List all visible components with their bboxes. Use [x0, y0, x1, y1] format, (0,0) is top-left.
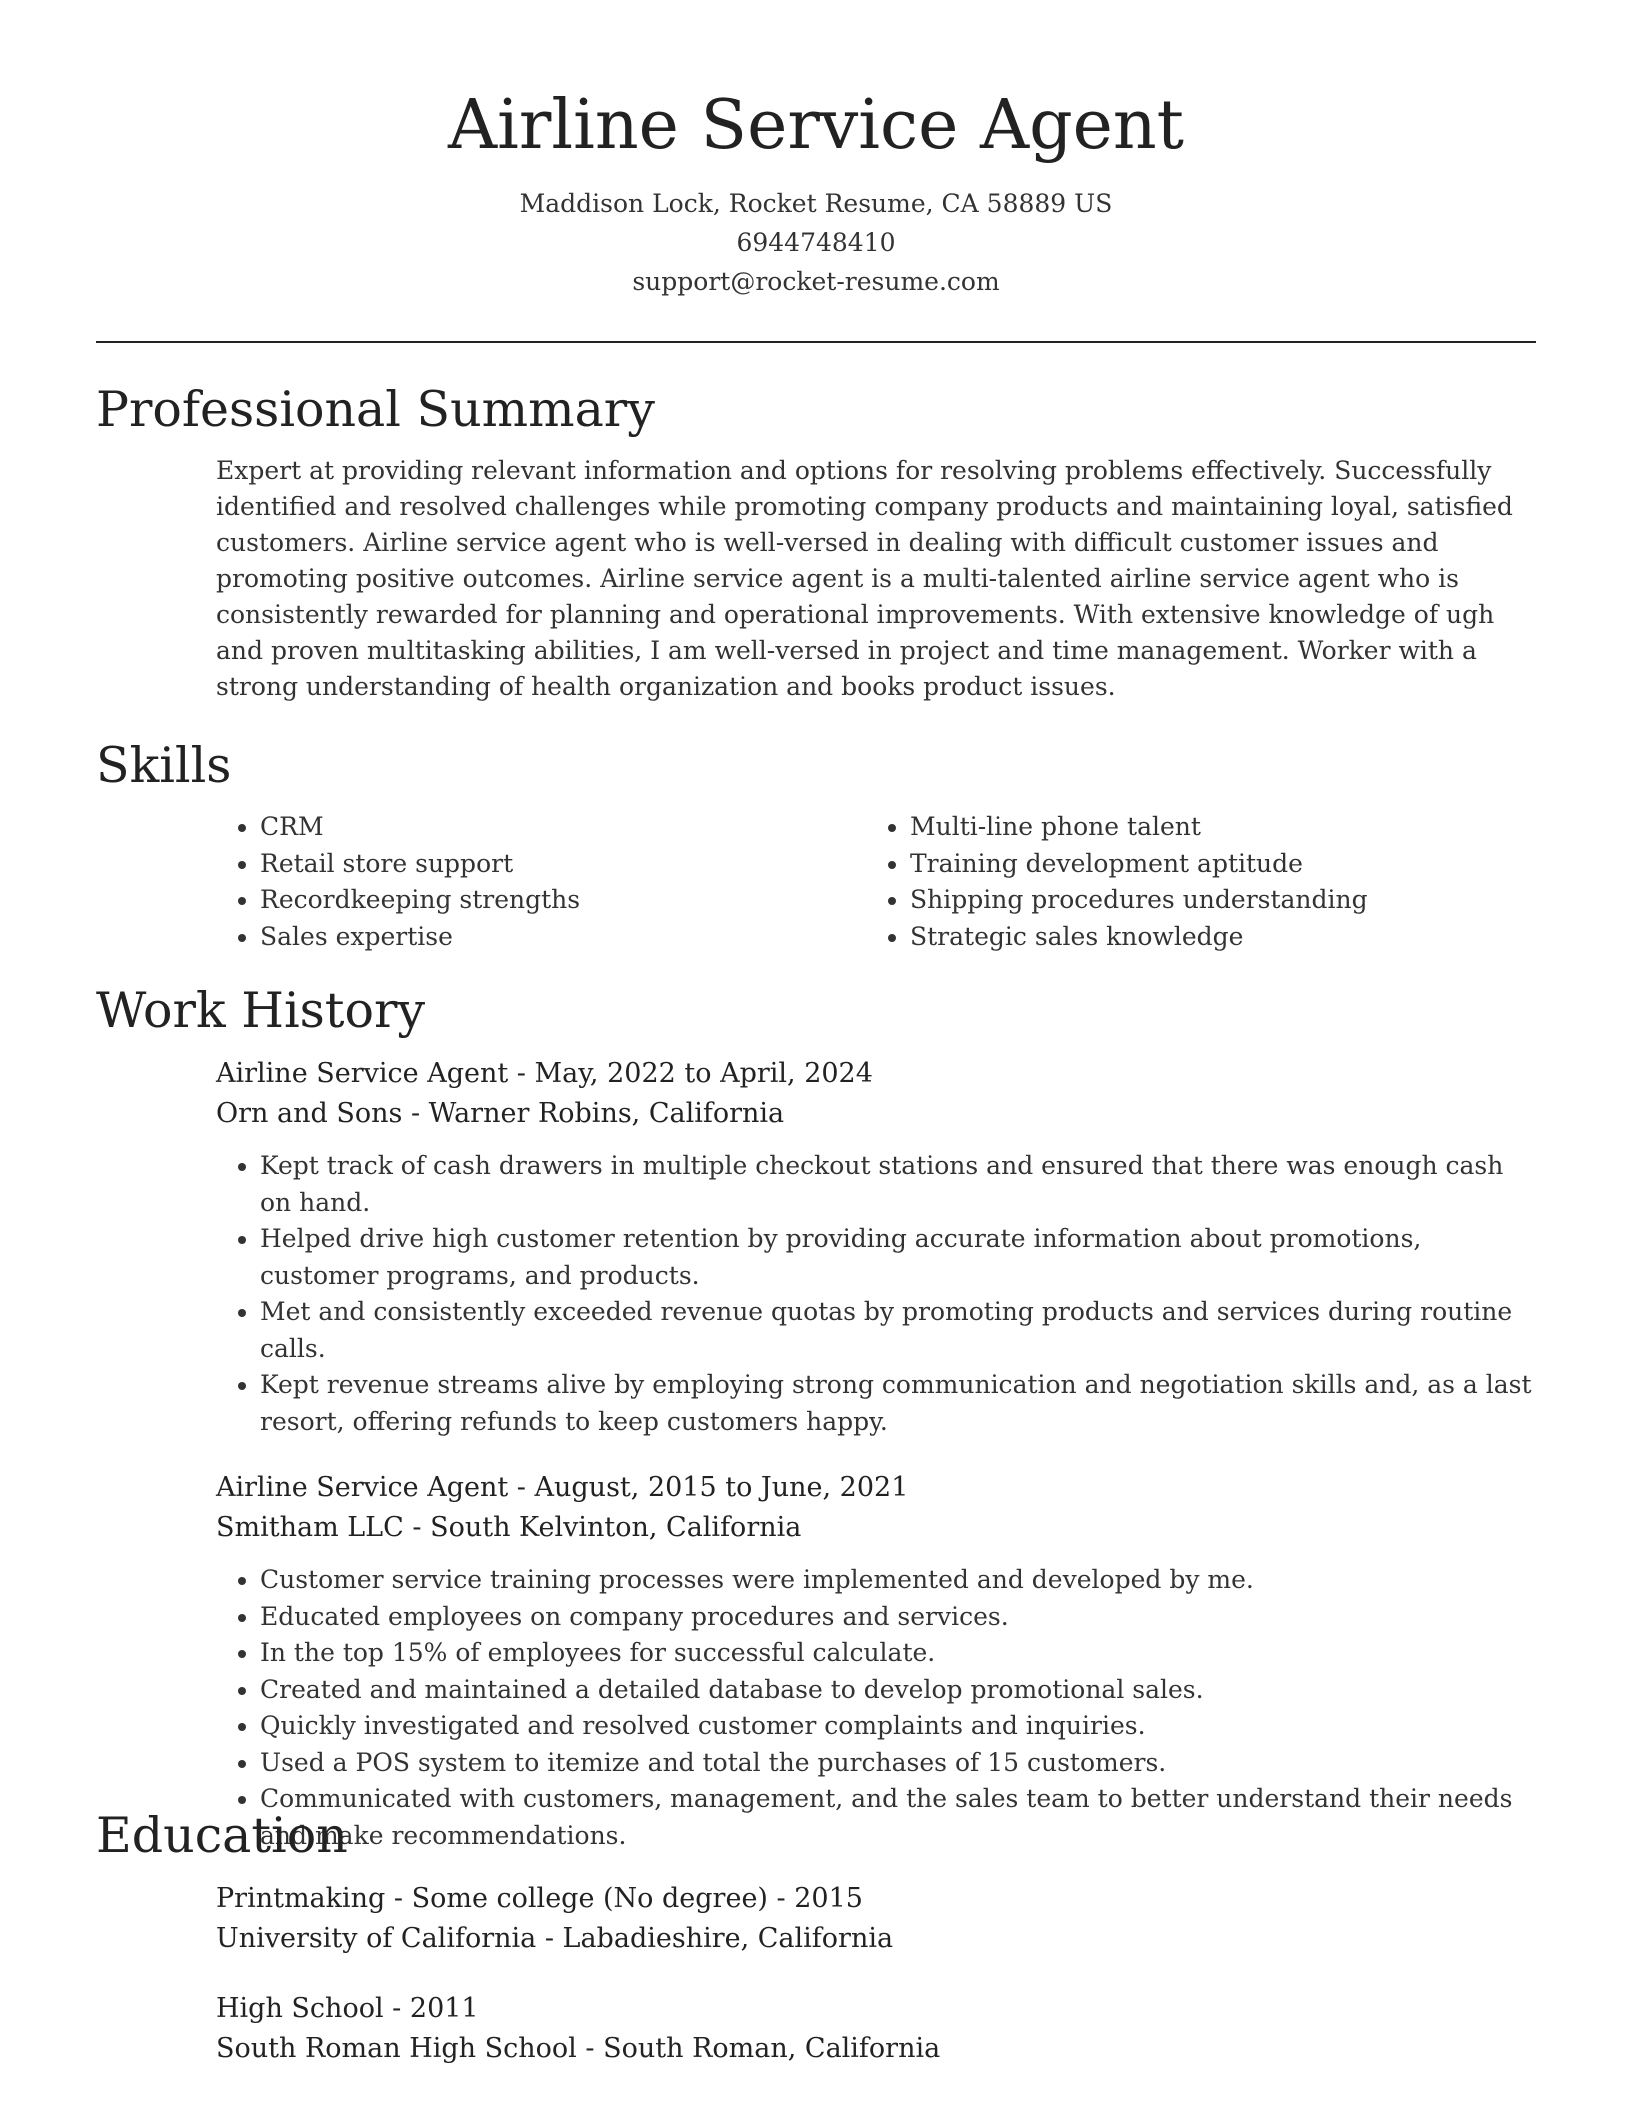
job-duty: • Communicated with customers, management, and the sales team to better understand their needs and make recommendations. [260, 1781, 1536, 1854]
job-bullets [140, 1148, 1536, 1440]
skills-list-right [866, 809, 1516, 955]
skill-item: • Shipping procedures understanding [910, 882, 1516, 919]
skills-heading: Skills [96, 737, 232, 794]
education-location: South Roman, California [603, 2033, 941, 2064]
summary-section [96, 380, 1536, 705]
skill-item: • CRM [260, 809, 866, 846]
job-duty: • Created and maintained a detailed database to develop promotional sales. [260, 1672, 1536, 1709]
skill-item: • Strategic sales knowledge [910, 919, 1516, 956]
job-role: Airline Service Agent [216, 1058, 509, 1089]
contact-phone: 6944748410 [736, 228, 896, 257]
job-company: Smitham LLC [216, 1512, 404, 1543]
skill-item: • Training development aptitude [910, 846, 1516, 883]
summary-heading: Professional Summary [96, 381, 655, 438]
job-title-line: Airline Service Agent - May, 2022 to April, 2024 [216, 1058, 873, 1089]
contact-email: support@rocket-resume.com [632, 267, 1000, 296]
job-entry [216, 1468, 1536, 1854]
work-history-section [96, 981, 1536, 1882]
job-location: South Kelvinton, California [430, 1512, 802, 1543]
job-dates: August, 2015 to June, 2021 [534, 1472, 909, 1503]
education-degree: High School [216, 1993, 384, 2024]
job-company-line: Orn and Sons - Warner Robins, California [216, 1098, 785, 1129]
job-location: Warner Robins, California [428, 1098, 785, 1129]
job-role: Airline Service Agent [216, 1472, 509, 1503]
job-duties-list [140, 1148, 1536, 1440]
skill-item: • Retail store support [260, 846, 866, 883]
job-duty: • Educated employees on company procedures and services. [260, 1599, 1536, 1636]
contact-address: Maddison Lock, Rocket Resume, CA 58889 US [519, 189, 1113, 218]
education-year: 2011 [409, 1993, 479, 2024]
job-duty: • Helped drive high customer retention by providing accurate information about promotions, customer programs, and products. [260, 1221, 1536, 1294]
skills-grid [216, 809, 1536, 955]
job-title-line: Airline Service Agent - August, 2015 to June, 2021 [216, 1472, 909, 1503]
skill-item: • Multi-line phone talent [910, 809, 1516, 846]
education-degree-line: Printmaking - Some college (No degree) - 2015 [216, 1883, 863, 1914]
skill-item: • Sales expertise [260, 919, 866, 956]
summary-text: Expert at providing relevant information and options for resolving problems effectively. Successfully identified and resolved challenges while promoting company products and maintaining loyal, satisfied customers. Airline service agent who is well-versed in dealing with difficult customer issues and promoting positive outcomes. Airline service agent is a multi-talented airline service agent who is consistently rewarded for planning and operational improvements. With extensive knowledge of ugh and proven multitasking abilities, I am well-versed in project and time management. Worker with a strong understanding of health organization and books product issues. [216, 456, 1513, 701]
education-heading: Education [96, 1807, 348, 1864]
job-company: Orn and Sons [216, 1098, 403, 1129]
job-dates: May, 2022 to April, 2024 [534, 1058, 873, 1089]
job-duty: • Used a POS system to itemize and total the purchases of 15 customers. [260, 1745, 1536, 1782]
job-company-line: Smitham LLC - South Kelvinton, California [216, 1512, 802, 1543]
education-year: 2015 [794, 1883, 863, 1914]
skills-list-left [216, 809, 866, 955]
education-school: University of California [216, 1923, 537, 1954]
job-duty: • Quickly investigated and resolved customer complaints and inquiries. [260, 1708, 1536, 1745]
education-location: Labadieshire, California [562, 1923, 894, 1954]
education-school-line: University of California - Labadieshire, California [216, 1923, 894, 1954]
education-school: South Roman High School [216, 2033, 577, 2064]
work-history-heading: Work History [96, 982, 426, 1039]
education-section [96, 1806, 1536, 2099]
job-duty: • Kept revenue streams alive by employing strong communication and negotiation skills and, as a last resort, offering refunds to keep customers happy. [260, 1367, 1536, 1440]
skills-section [96, 736, 1536, 955]
job-duty: • In the top 15% of employees for successful calculate. [260, 1635, 1536, 1672]
contact-block [0, 184, 1632, 301]
education-degree-line: High School - 2011 [216, 1993, 479, 2024]
job-duty: • Met and consistently exceeded revenue quotas by promoting products and services during routine calls. [260, 1294, 1536, 1367]
job-duty: • Kept track of cash drawers in multiple checkout stations and ensured that there was enough cash on hand. [260, 1148, 1536, 1221]
education-school-line: South Roman High School - South Roman, California [216, 2033, 941, 2064]
candidate-name: Airline Service Agent [448, 86, 1184, 165]
header-divider [96, 341, 1536, 343]
education-entry [216, 1989, 1536, 2069]
resume-header [0, 0, 1632, 301]
skill-item: • Recordkeeping strengths [260, 882, 866, 919]
education-field: Printmaking [216, 1883, 386, 1914]
job-entry [216, 1054, 1536, 1440]
summary-body [216, 453, 1536, 705]
education-degree: Some college (No degree) [411, 1883, 768, 1914]
job-duty: • Customer service training processes were implemented and developed by me. [260, 1562, 1536, 1599]
education-entry [216, 1879, 1536, 1959]
